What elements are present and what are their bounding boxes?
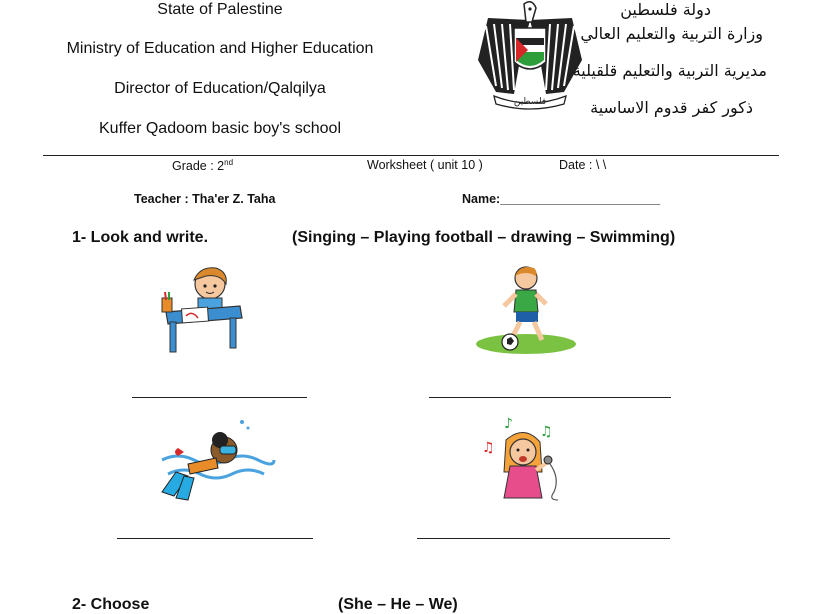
boy-swimming-icon xyxy=(158,414,276,504)
answer-line-2 xyxy=(429,397,671,398)
q1-word-bank: (Singing – Playing football – drawing – Swimming) xyxy=(292,229,676,246)
answer-line-4 xyxy=(417,538,670,539)
header-line-2: Ministry of Education and Higher Education xyxy=(66,40,374,57)
arabic-line-1: دولة فلسطين xyxy=(620,0,711,19)
grade-sup: nd xyxy=(224,158,234,167)
svg-text:♪: ♪ xyxy=(504,416,513,432)
grade-label xyxy=(172,158,233,173)
arabic-line-3: مديرية التربية والتعليم قلقيلية xyxy=(572,61,767,80)
grade-text: Grade : 2 xyxy=(172,159,225,174)
worksheet-label: Worksheet ( unit 10 ) xyxy=(367,158,483,172)
header-line-4: Kuffer Qadoom basic boy's school xyxy=(99,120,341,137)
arabic-line-4: ذكور كفر قدوم الاساسية xyxy=(590,98,753,117)
header-line-1: State of Palestine xyxy=(157,1,283,18)
girl-drawing-icon xyxy=(160,262,245,357)
svg-text:♫: ♫ xyxy=(540,424,553,440)
q1-title: 1- Look and write. xyxy=(72,229,209,246)
teacher-label: Teacher : Tha'er Z. Taha xyxy=(134,192,276,206)
answer-line-3 xyxy=(117,538,313,539)
boy-playing-football-icon xyxy=(474,264,578,356)
svg-text:♫: ♫ xyxy=(482,440,495,456)
emblem-text: فلسطين xyxy=(513,97,547,107)
date-label: Date : \ \ xyxy=(559,158,607,172)
arabic-line-2: وزارة التربية والتعليم العالي xyxy=(580,24,763,43)
q2-word-bank: (She – He – We) xyxy=(338,596,458,613)
header-line-3: Director of Education/Qalqilya xyxy=(114,80,326,97)
girl-singing-icon xyxy=(478,414,574,504)
name-field: Name:_______________________ xyxy=(462,192,661,206)
header-divider xyxy=(43,155,779,156)
q2-title: 2- Choose xyxy=(72,596,150,613)
answer-line-1 xyxy=(132,397,307,398)
